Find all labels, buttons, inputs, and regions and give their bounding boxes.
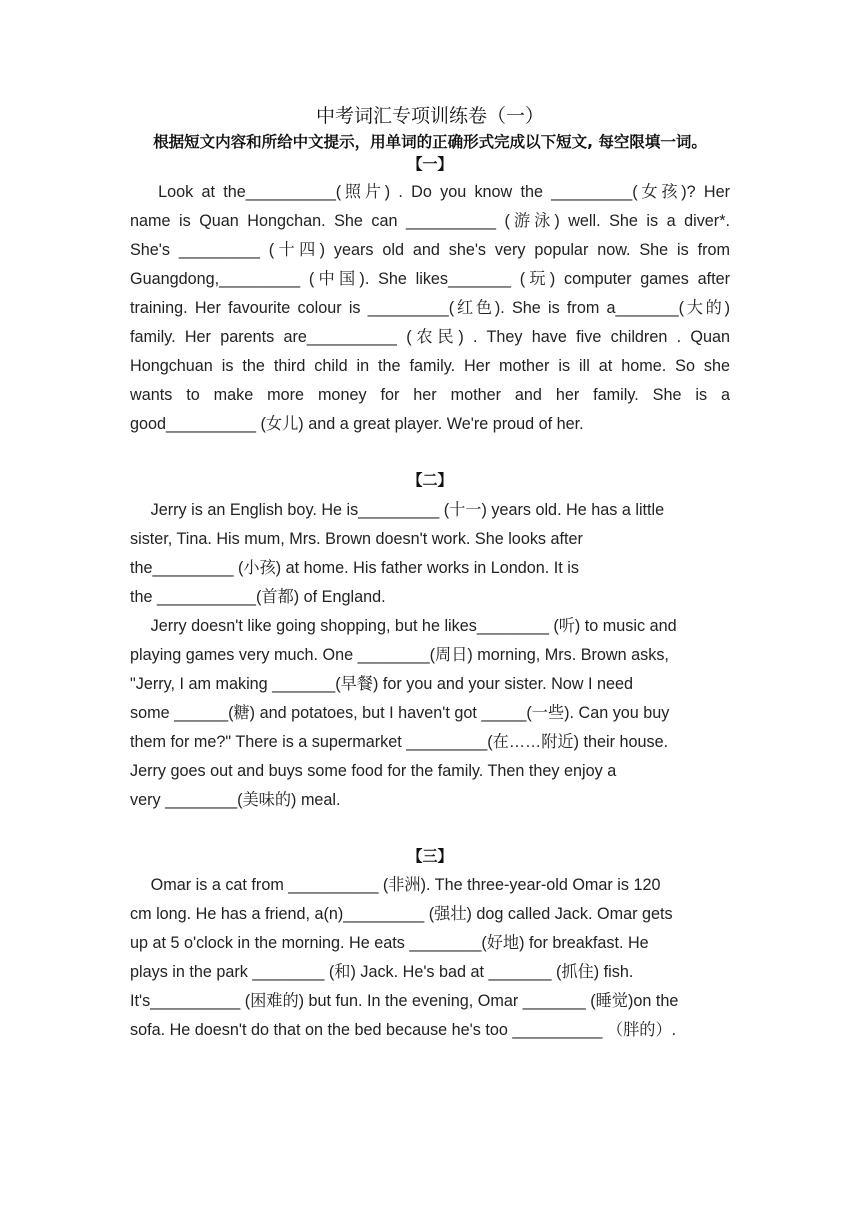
passage-line: them for me?" There is a supermarket _________(在……附近) their house. (130, 733, 669, 751)
passage-line: Omar is a cat from __________ (非洲). The three-year-old Omar is 120 (130, 876, 661, 894)
passage-line: up at 5 o'clock in the morning. He eats ________(好地) for breakfast. He (130, 934, 649, 952)
document-title: 中考词汇专项训练卷（一） (315, 105, 544, 127)
section-3-heading: 【三】 (407, 847, 453, 865)
passage-line: sofa. He doesn't do that on the bed because he's too __________ （胖的）. (130, 1021, 677, 1039)
passage-line: Guangdong,_________ (中国). She likes_______ (玩) computer games after (130, 270, 730, 288)
passage-line: cm long. He has a friend, a(n)_________ (强壮) dog called Jack. Omar gets (130, 905, 673, 923)
section-1-heading: 【一】 (407, 155, 453, 173)
passage-line: the ___________(首都) of England. (130, 588, 386, 606)
passage-line: very ________(美味的) meal. (130, 791, 341, 809)
section-2-heading: 【二】 (407, 471, 453, 489)
passage-line: "Jerry, I am making _______(早餐) for you and your sister. Now I need (130, 675, 633, 693)
instruction-text: 根据短文内容和所给中文提示，用单词的正确形式完成以下短文, 每空限填一词。 (153, 133, 707, 151)
section-3-passage (130, 871, 730, 1045)
passage-line: She's _________ (十四) years old and she's very popular now. She is from (130, 241, 730, 259)
passage-line: training. Her favourite colour is _________(红色). She is from a_______(大的) (130, 299, 730, 317)
passage-line: playing games very much. One ________(周日) morning, Mrs. Brown asks, (130, 646, 669, 664)
passage-line: plays in the park ________ (和) Jack. He's bad at _______ (抓住) fish. (130, 963, 634, 981)
passage-line: It's__________ (困难的) but fun. In the evening, Omar _______ (睡觉)on the (130, 992, 679, 1010)
passage-line: the_________ (小孩) at home. His father works in London. It is (130, 559, 579, 577)
passage-line: good__________ (女儿) and a great player. We're proud of her. (130, 415, 584, 433)
passage-line: some ______(糖) and potatoes, but I haven't got _____(一些). Can you buy (130, 704, 670, 722)
passage-line: sister, Tina. His mum, Mrs. Brown doesn't work. She looks after (130, 530, 583, 548)
passage-line: Jerry doesn't like going shopping, but he likes________ (听) to music and (130, 617, 677, 635)
passage-line: Look at the__________(照片) . Do you know the _________(女孩)? Her (130, 183, 730, 201)
passage-line: Jerry is an English boy. He is_________ (十一) years old. He has a little (130, 501, 665, 519)
passage-line: family. Her parents are__________ (农民) . They have five children . Quan (130, 328, 730, 346)
section-2-passage (130, 496, 730, 815)
passage-line: wants to make more money for her mother and her family. She is a (130, 386, 730, 404)
passage-line: Hongchuan is the third child in the family. Her mother is ill at home. So she (130, 357, 730, 375)
section-1-passage (130, 178, 730, 439)
passage-line: name is Quan Hongchan. She can __________ (游泳) well. She is a diver*. (130, 212, 730, 230)
passage-line: Jerry goes out and buys some food for the family. Then they enjoy a (130, 762, 617, 780)
